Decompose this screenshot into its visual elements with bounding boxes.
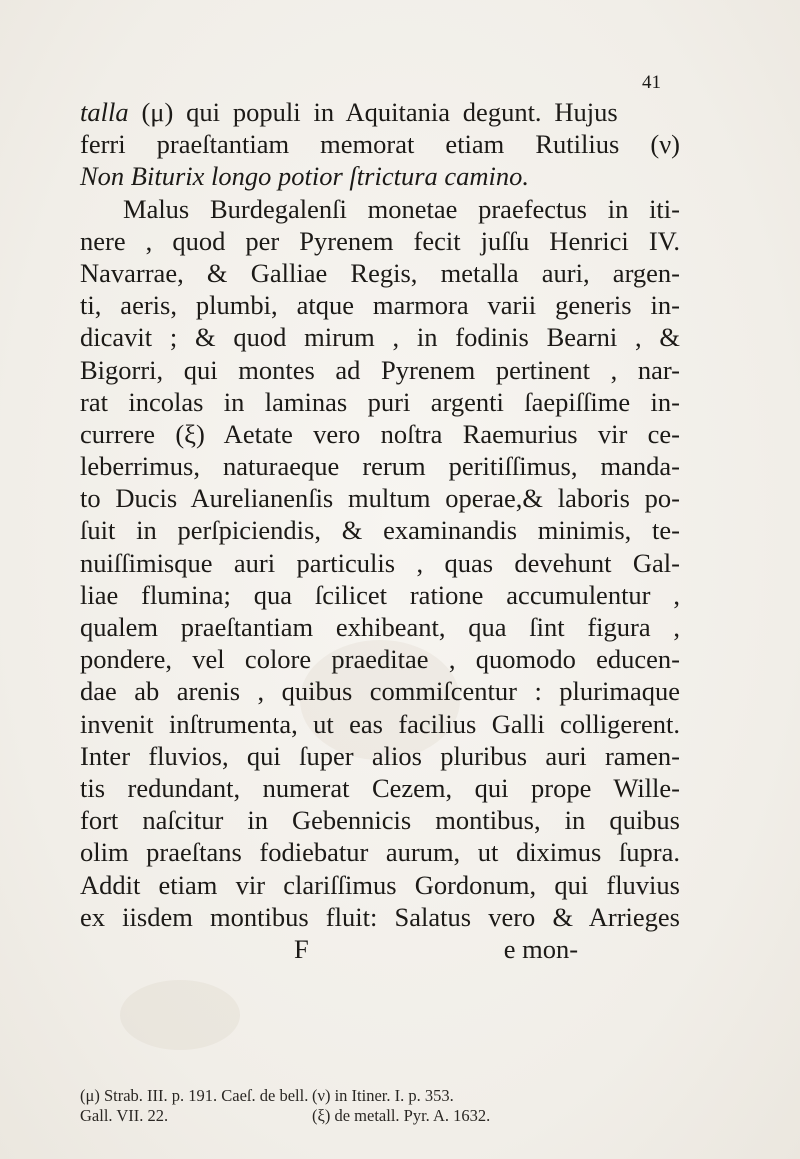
text-line: pondere, vel colore praeditae , quomodo educen- xyxy=(80,644,680,675)
text-line: dicavit ; & quod mirum , in fodinis Bearni , & xyxy=(80,322,680,353)
signature-line xyxy=(80,933,680,965)
text-line: invenit inſtrumenta, ut eas facilius Galli colligerent. xyxy=(80,708,680,739)
footnote-mu: (μ) Strab. III. p. 191. Caeſ. de bell. xyxy=(80,1086,309,1105)
gathering-signature: F xyxy=(294,933,309,964)
text-line: liae flumina; qua ſcilicet ratione accumulentur , xyxy=(80,579,680,610)
text-line: Navarrae, & Galliae Regis, metalla auri, argen- xyxy=(80,257,680,288)
text-line: nuiſſimisque auri particulis , quas devehunt Gal- xyxy=(80,547,680,578)
text-line: olim praeſtans fodiebatur aurum, ut diximus ſupra. xyxy=(80,837,680,868)
text-line: ex iisdem montibus fluit: Salatus vero & Arrieges xyxy=(80,901,680,932)
text-line: ti, aeris, plumbi, atque marmora varii generis in- xyxy=(80,290,680,321)
text-line: ſuit in perſpiciendis, & examinandis minimis, te- xyxy=(80,515,680,546)
text-line: to Ducis Aurelianenſis multum operae,& laboris po- xyxy=(80,483,680,514)
body-text xyxy=(80,96,680,965)
verse-line: Non Biturix longo potior ſtrictura camino. xyxy=(80,161,530,192)
text-line: Bigorri, qui montes ad Pyrenem pertinent , nar- xyxy=(80,354,680,385)
footnote-mu-cont: Gall. VII. 22. xyxy=(80,1106,169,1125)
text-line: qualem praeſtantiam exhibeant, qua ſint figura , xyxy=(80,612,680,642)
text-line: rat incolas in laminas puri argenti ſaepiſſime in- xyxy=(80,386,680,417)
text-line: leberrimus, naturaeque rerum peritiſſimus, manda- xyxy=(80,451,680,482)
text-line xyxy=(80,96,680,128)
footnote-xi: (ξ) de metall. Pyr. A. 1632. xyxy=(312,1106,491,1125)
text-line: ferri praeſtantiam memorat etiam Rutilius (ν) xyxy=(80,129,680,160)
text-line-content: talla (μ) qui populi in Aquitania degunt. Hujus xyxy=(80,97,618,127)
footnote-row xyxy=(80,1106,680,1126)
text-line: Addit etiam vir clariſſimus Gordonum, qui fluvius xyxy=(80,869,680,900)
footnote-row xyxy=(80,1086,680,1106)
text-line: dae ab arenis , quibus commiſcentur : plurimaque xyxy=(80,676,680,707)
text-line: Inter fluvios, qui ſuper alios pluribus auri ramen- xyxy=(80,740,680,771)
text-line: Malus Burdegalenſi monetae praefectus in iti- xyxy=(123,193,680,224)
page-number: 41 xyxy=(642,72,661,93)
text-line: fort naſcitur in Gebennicis montibus, in quibus xyxy=(80,805,680,836)
paper-stain xyxy=(120,980,240,1050)
catchword: e mon- xyxy=(503,933,579,964)
footnotes xyxy=(80,1086,680,1126)
footnote-nu: (ν) in Itiner. I. p. 353. xyxy=(312,1086,454,1105)
text-line: currere (ξ) Aetate vero noſtra Raemurius vir ce- xyxy=(80,418,680,449)
text-line: tis redundant, numerat Cezem, qui prope Wille- xyxy=(80,772,680,803)
text-line: nere , quod per Pyrenem fecit juſſu Henrici IV. xyxy=(80,225,680,256)
